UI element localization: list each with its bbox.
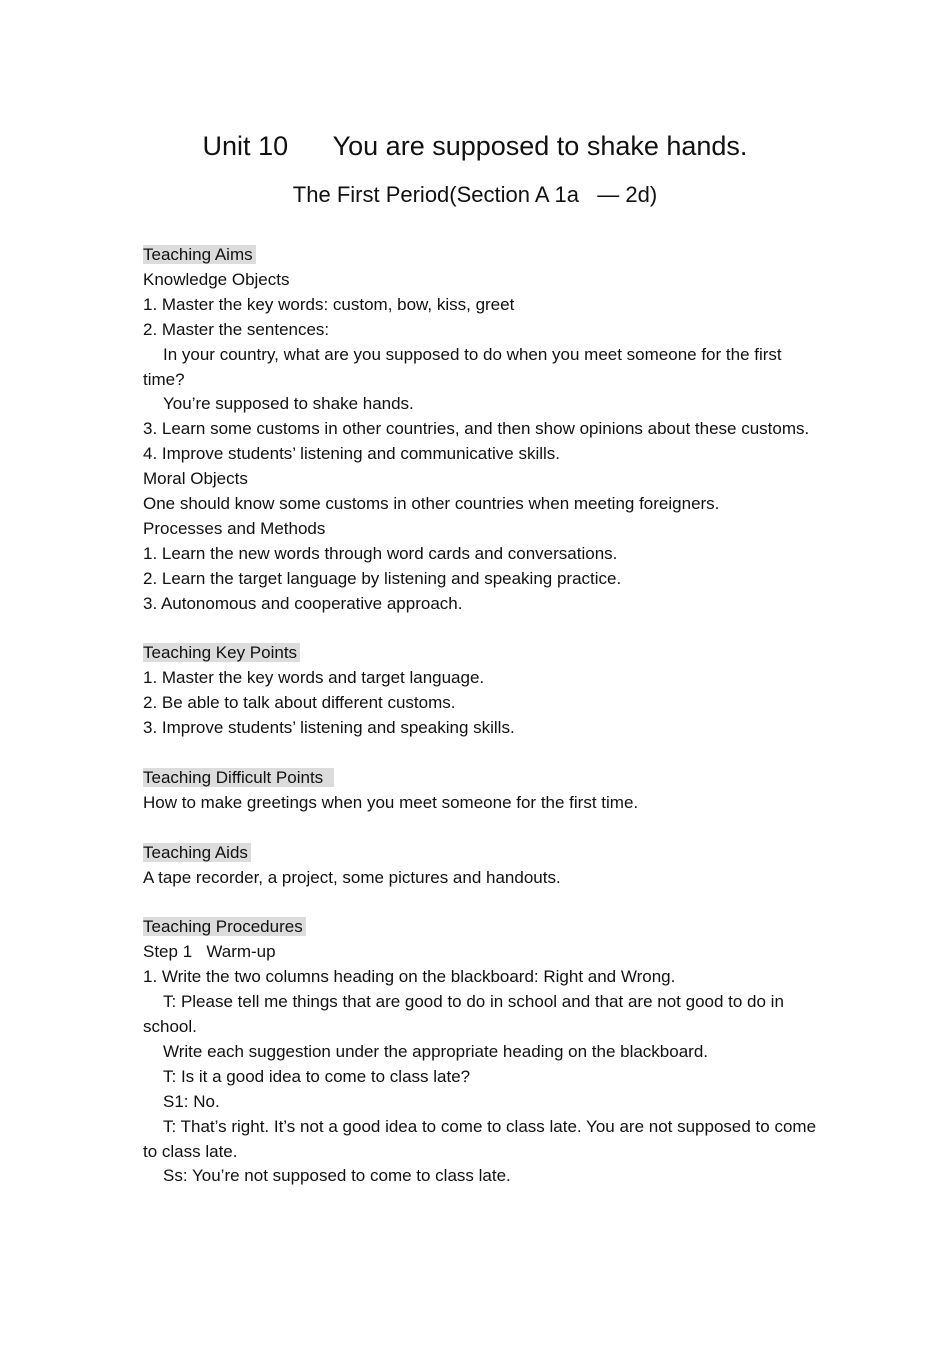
section-aims [143,243,819,268]
dialogue-line: S1: No. [163,1091,220,1111]
section-heading-aims: Teaching Aims [143,245,256,264]
list-item: 1. Master the key words and target language. [143,668,485,688]
section-procedures [143,915,819,940]
dialogue-line: T: Please tell me things that are good to do in school and that are not good to do in school. [143,992,789,1037]
list-item: 2. Master the sentences: [143,319,330,339]
list-item: 4. Improve students’ listening and communicative skills. [143,444,560,464]
example-sentence: In your country, what are you supposed to do when you meet someone for the first time? [143,344,787,389]
section-heading-difficult-points: Teaching Difficult Points [143,768,334,787]
list-item: 1. Master the key words: custom, bow, kiss, greet [143,294,515,314]
section-heading-procedures: Teaching Procedures [143,917,306,936]
section-heading-aids: Teaching Aids [143,843,251,862]
section-aids [143,841,819,866]
subheading-moral: Moral Objects [143,469,248,489]
subheading-knowledge: Knowledge Objects [143,269,290,289]
document-body [143,243,819,1189]
section-difficult-points [143,766,819,791]
section-key-points [143,641,819,666]
list-item: A tape recorder, a project, some pictures and handouts. [143,867,561,887]
dialogue-line: T: Is it a good idea to come to class late? [163,1066,471,1086]
spacer [143,816,819,841]
list-item: 3. Improve students’ listening and speaking skills. [143,718,515,738]
section-heading-key-points: Teaching Key Points [143,643,300,662]
spacer [143,891,819,916]
step-title: Step 1 Warm-up [143,942,276,962]
list-item: 3. Autonomous and cooperative approach. [143,593,463,613]
list-item: 2. Be able to talk about different customs. [143,693,456,713]
spacer [143,617,819,642]
list-item: One should know some customs in other countries when meeting foreigners. [143,494,720,514]
subheading-process: Processes and Methods [143,518,326,538]
dialogue-line: Ss: You’re not supposed to come to class late. [163,1166,511,1186]
list-item: 1. Write the two columns heading on the blackboard: Right and Wrong. [143,967,676,987]
example-sentence: You’re supposed to shake hands. [163,394,414,414]
spacer [143,741,819,766]
dialogue-line: T: That’s right. It’s not a good idea to come to class late. You are not supposed to come to class late. [143,1116,821,1161]
document-title: Unit 10 You are supposed to shake hands. [202,131,748,161]
list-item: 3. Learn some customs in other countries, and then show opinions about these customs. [143,419,810,439]
document-subtitle: The First Period(Section A 1a — 2d) [292,182,658,207]
list-item: 2. Learn the target language by listening and speaking practice. [143,568,622,588]
list-item: 1. Learn the new words through word cards and conversations. [143,543,618,563]
list-item: How to make greetings when you meet someone for the first time. [143,792,639,812]
instruction-line: Write each suggestion under the appropriate heading on the blackboard. [163,1041,709,1061]
